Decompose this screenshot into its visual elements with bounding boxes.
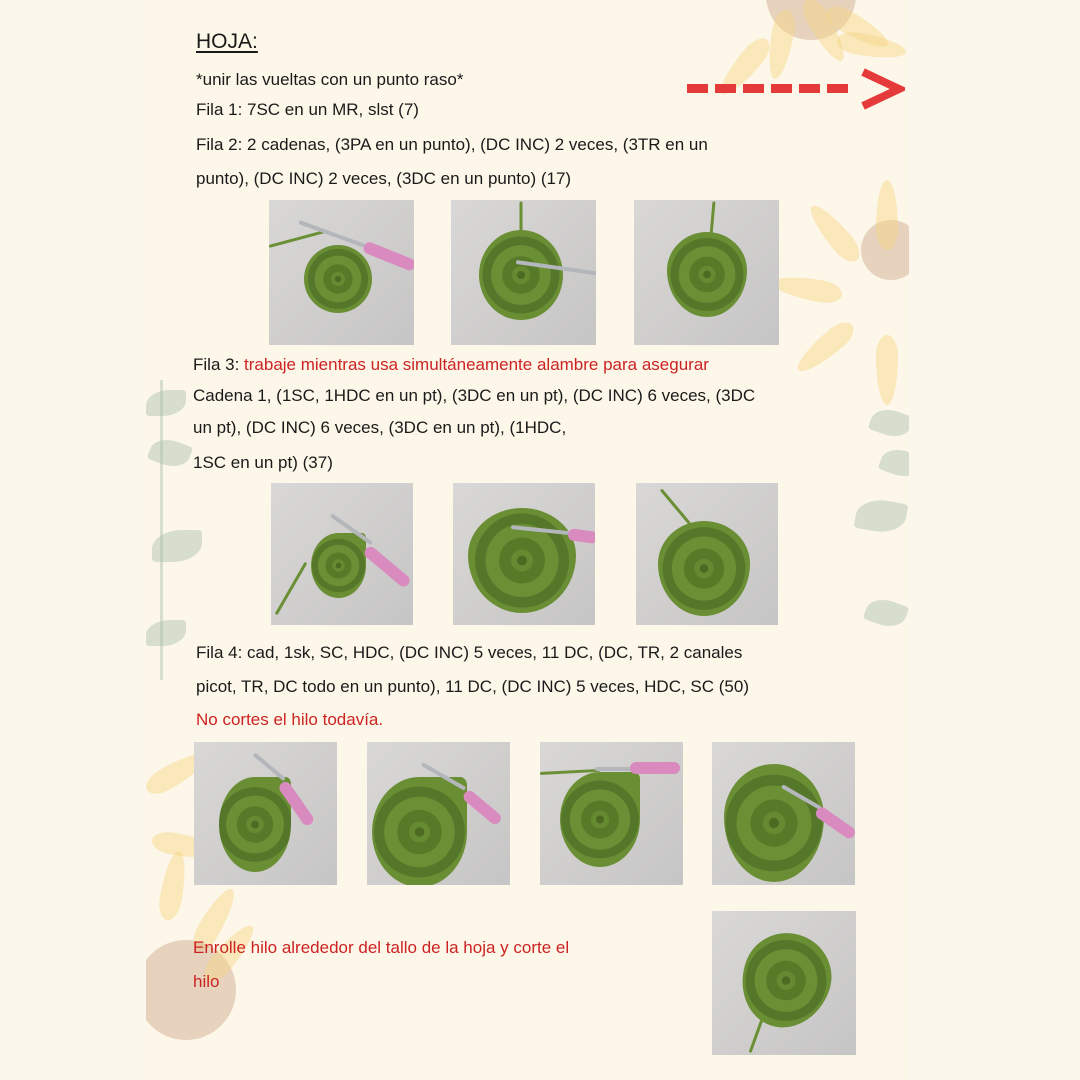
intro-note: *unir las vueltas con un punto raso* — [196, 70, 464, 89]
sunflower-decoration-right — [806, 170, 909, 330]
fila-3-line-1: Cadena 1, (1SC, 1HDC en un pt), (3DC en un pt), (DC INC) 6 veces, (3DC — [193, 386, 756, 405]
fila-3-label: Fila 3: — [193, 355, 245, 374]
fila-4-line-1: Fila 4: cad, 1sk, SC, HDC, (DC INC) 5 veces, 11 DC, (DC, TR, 2 canales — [196, 643, 743, 662]
photo-fila3-step-3 — [636, 483, 778, 625]
fila-3-line-2: un pt), (DC INC) 6 veces, (3DC en un pt), (1HDC, — [193, 418, 567, 437]
photo-fila4-step-4 — [712, 742, 855, 885]
photo-fila2-step-3 — [634, 200, 779, 345]
eucalyptus-decoration-right — [851, 400, 909, 660]
photo-fila4-step-2 — [367, 742, 510, 885]
photo-fila2-step-2 — [451, 200, 596, 345]
fila-1-text: Fila 1: 7SC en un MR, slst (7) — [196, 100, 419, 119]
fila-4-do-not-cut-note: No cortes el hilo todavía. — [196, 710, 384, 729]
fila-3-header — [193, 355, 709, 375]
fila-4-line-2: picot, TR, DC todo en un punto), 11 DC, (DC INC) 5 veces, HDC, SC (50) — [196, 677, 750, 696]
photo-fila4-step-1 — [194, 742, 337, 885]
photo-finished-leaf — [712, 911, 856, 1055]
photo-fila3-step-1 — [271, 483, 413, 625]
final-instruction-line-2: hilo — [193, 972, 220, 991]
photo-fila4-step-3 — [540, 742, 683, 885]
fila-3-line-3: 1SC en un pt) (37) — [193, 453, 333, 472]
photo-fila2-step-1 — [269, 200, 414, 345]
fila-2-line-1: Fila 2: 2 cadenas, (3PA en un punto), (DC INC) 2 veces, (3TR en un — [196, 135, 708, 154]
fila-3-wire-note: trabaje mientras usa simultáneamente alambre para asegurar — [244, 355, 709, 374]
photo-fila3-step-2 — [453, 483, 595, 625]
final-instruction-line-1: Enrolle hilo alrededor del tallo de la hoja y corte el — [193, 938, 570, 957]
page-title: HOJA: — [196, 30, 258, 53]
fila-2-line-2: punto), (DC INC) 2 veces, (3DC en un punto) (17) — [196, 169, 572, 188]
pattern-page — [146, 0, 909, 1080]
